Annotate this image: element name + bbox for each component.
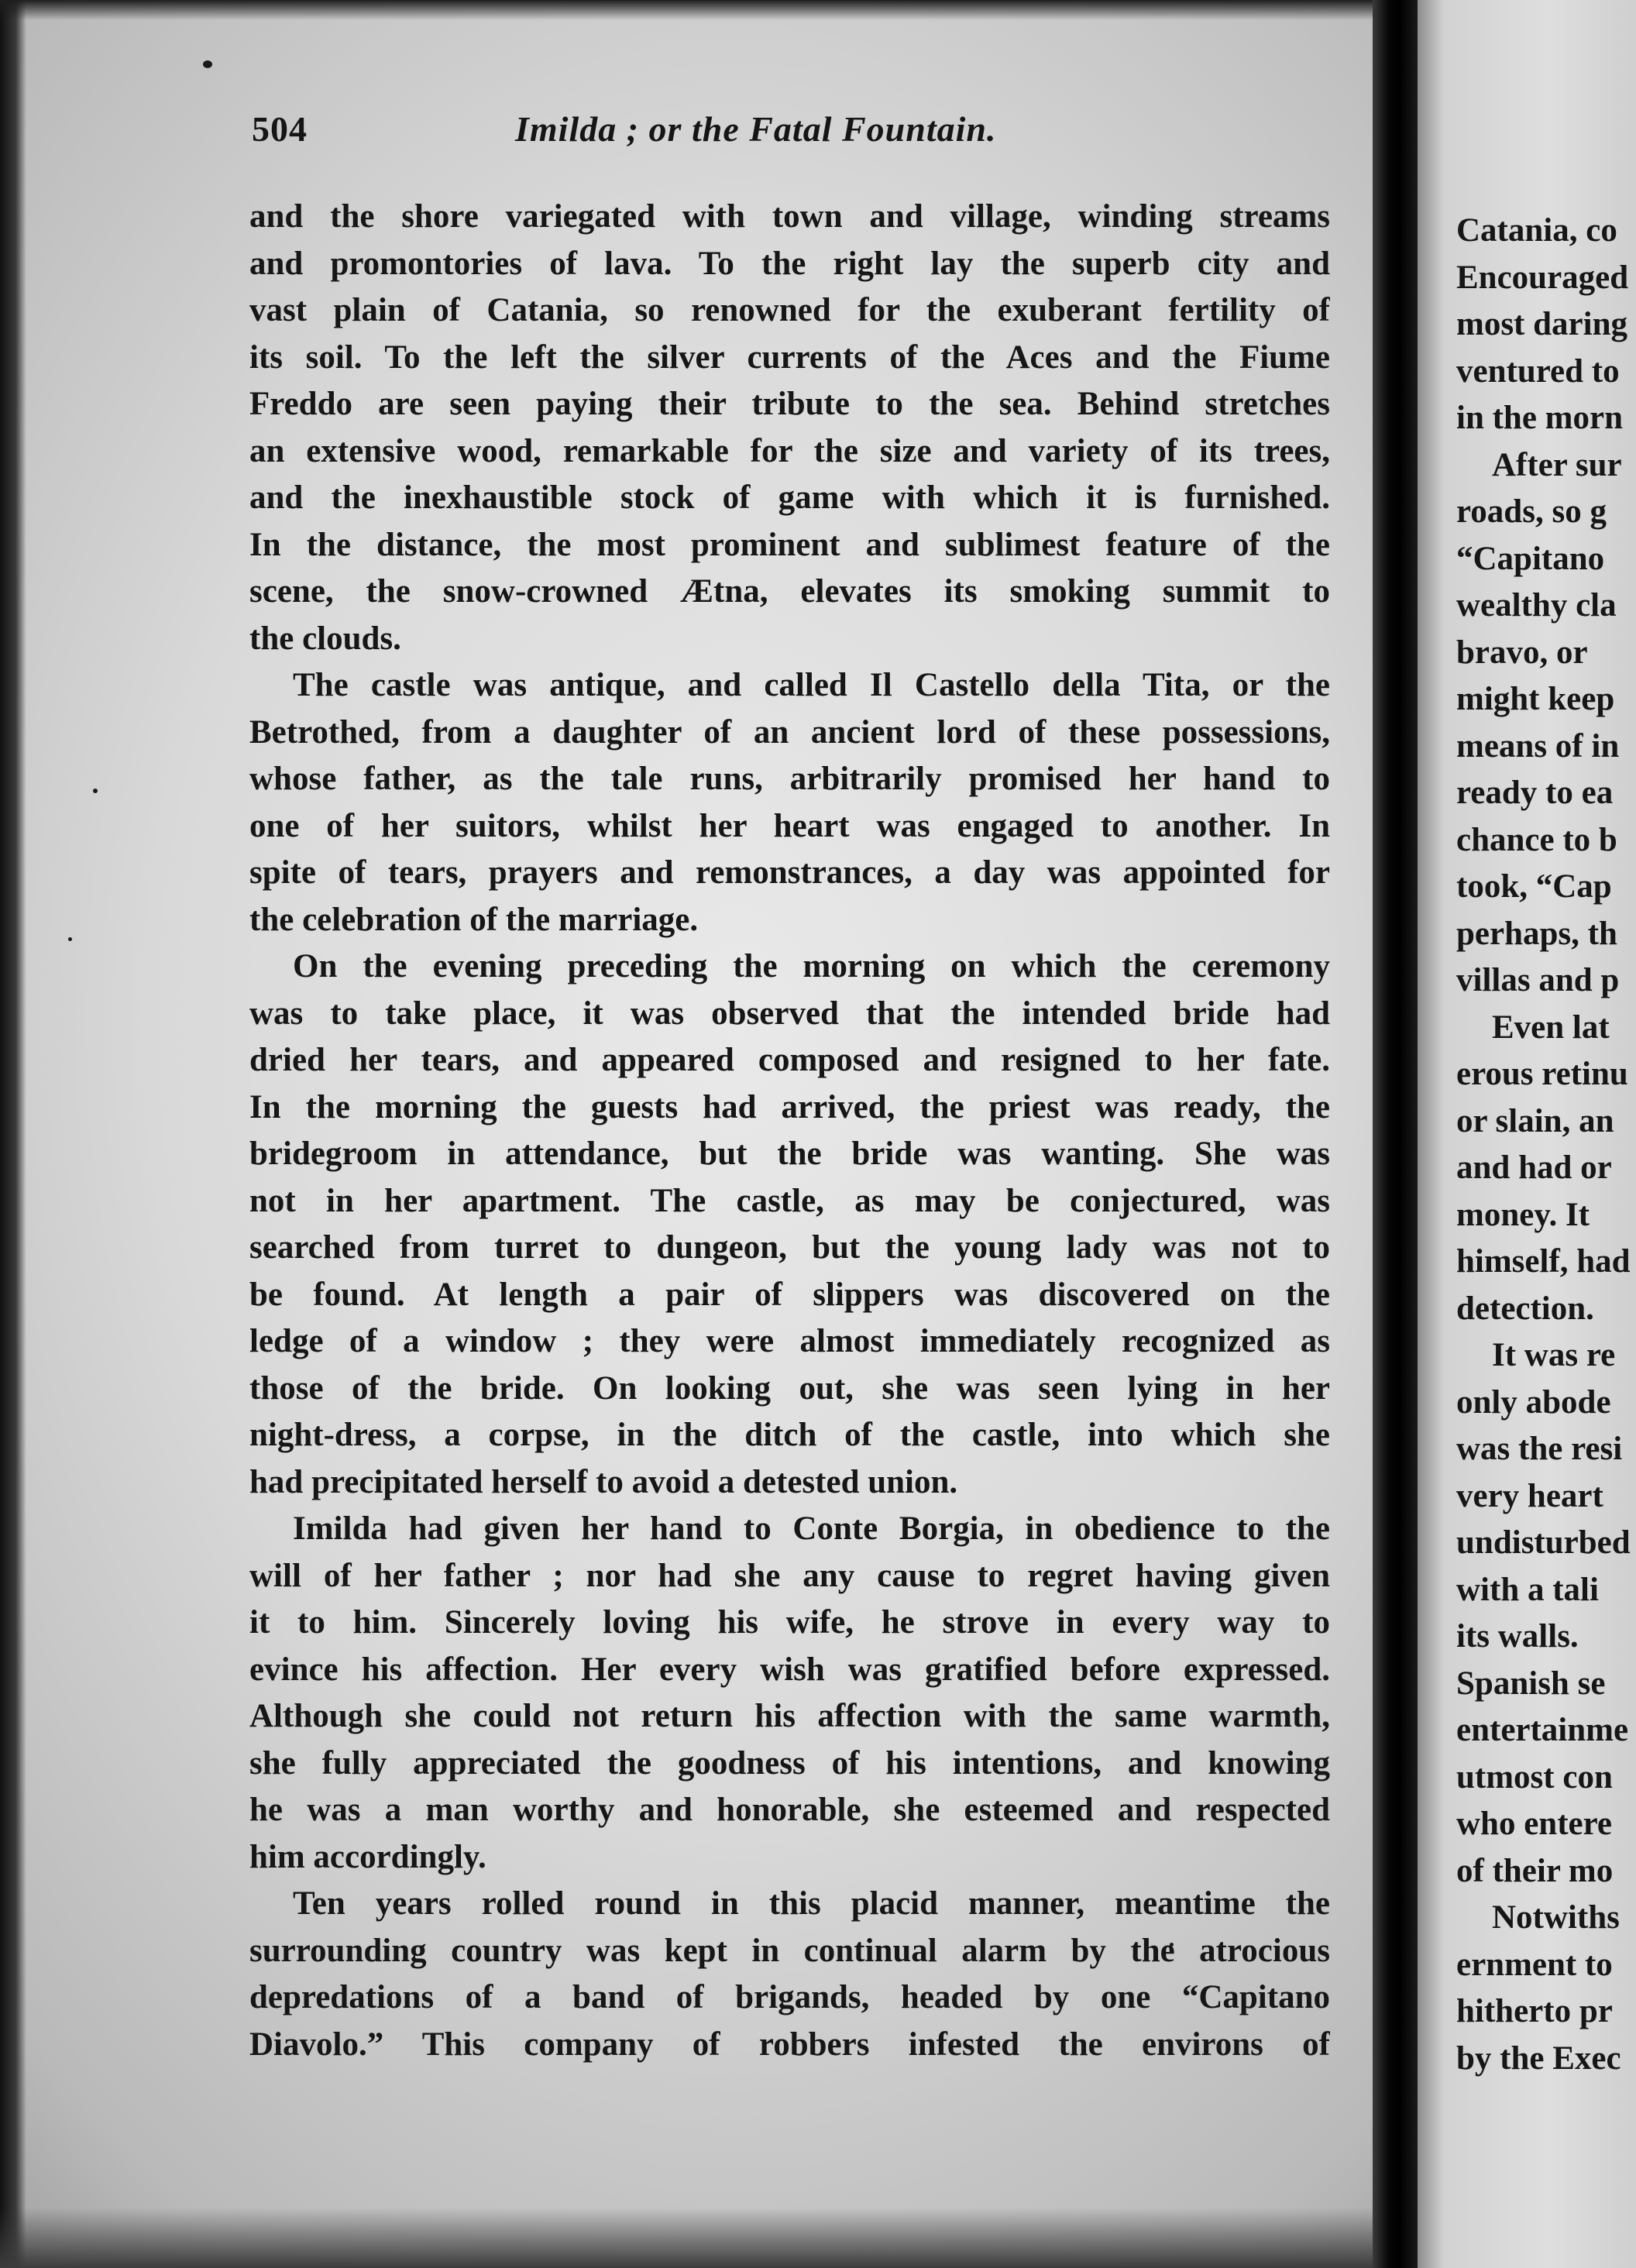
text-line: On the evening preceding the morning on which the ceremony bbox=[293, 948, 1330, 985]
text-line: him accordingly. bbox=[249, 1838, 486, 1875]
book-gutter bbox=[1373, 0, 1418, 2268]
text-line: dried her tears, and appeared composed and resigned to her fate. bbox=[249, 1042, 1330, 1078]
text-line: ledge of a window ; they were almost immediately recognized as bbox=[249, 1323, 1330, 1359]
scan-left-edge bbox=[0, 0, 26, 2268]
right-text-line: its walls. bbox=[1456, 1618, 1579, 1655]
text-line: Freddo are seen paying their tribute to the sea. Behind stretches bbox=[249, 386, 1330, 422]
right-text-line: Encouraged bbox=[1456, 259, 1629, 296]
text-line: Imilda had given her hand to Conte Borgia, in obedience to the bbox=[293, 1510, 1330, 1547]
right-text-line: who entere bbox=[1456, 1806, 1613, 1842]
right-text-line: most daring bbox=[1456, 306, 1627, 342]
text-line: In the morning the guests had arrived, the priest was ready, the bbox=[249, 1088, 1330, 1125]
right-text-line: wealthy cla bbox=[1456, 587, 1617, 624]
right-text-line: might keep bbox=[1456, 681, 1615, 717]
right-text-line: money. It bbox=[1456, 1196, 1590, 1233]
right-text-line: of their mo bbox=[1456, 1852, 1614, 1889]
text-line: not in her apartment. The castle, as may be conjectured, was bbox=[249, 1182, 1330, 1219]
text-line: he was a man worthy and honorable, she esteemed and respected bbox=[249, 1792, 1330, 1828]
right-text-line: ready to ea bbox=[1456, 775, 1614, 811]
right-text-line: with a tali bbox=[1456, 1571, 1599, 1608]
text-line: its soil. To the left the silver currents of the Aces and the Fiume bbox=[249, 338, 1330, 376]
running-title: Imilda ; or the Fatal Fountain. bbox=[515, 109, 997, 149]
right-text-line: undisturbed bbox=[1456, 1524, 1631, 1561]
right-text-line: Catania, co bbox=[1456, 212, 1617, 249]
text-line: bridegroom in attendance, but the bride was wanting. She was bbox=[249, 1136, 1330, 1172]
right-text-line: very heart bbox=[1456, 1477, 1603, 1514]
dust-speck bbox=[203, 60, 212, 68]
text-line: those of the bride. On looking out, she was seen lying in her bbox=[249, 1369, 1330, 1407]
right-text-line: bravo, or bbox=[1456, 634, 1588, 671]
text-line: depredations of a band of brigands, headed by one “Capitano bbox=[249, 1979, 1330, 2015]
right-text-line: chance to b bbox=[1456, 821, 1617, 858]
right-text-line: and had or bbox=[1456, 1149, 1612, 1186]
text-line: Although she could not return his affection with the same warmth, bbox=[249, 1698, 1330, 1734]
right-text-line: “Capitano bbox=[1456, 540, 1605, 577]
text-line: she fully appreciated the goodness of his intentions, and knowing bbox=[249, 1744, 1330, 1782]
page-header bbox=[252, 108, 1336, 155]
text-line: night-dress, a corpse, in the ditch of the castle, into which she bbox=[249, 1417, 1330, 1453]
text-line: Diavolo.” This company of robbers infested the environs of bbox=[249, 2026, 1330, 2063]
right-text-line: villas and p bbox=[1456, 962, 1620, 998]
text-line: be found. At length a pair of slippers was discovered on the bbox=[249, 1276, 1330, 1313]
dust-speck bbox=[93, 789, 98, 793]
left-page-body bbox=[249, 194, 1330, 2068]
text-line: scene, the snow-crowned Ætna, elevates its smoking summit to bbox=[249, 573, 1330, 610]
text-line: searched from turret to dungeon, but the young lady was not to bbox=[249, 1229, 1330, 1266]
dust-speck bbox=[68, 937, 72, 941]
right-text-line: Even lat bbox=[1492, 1009, 1610, 1046]
text-line: the clouds. bbox=[249, 620, 401, 657]
right-text-line: hitherto pr bbox=[1456, 1993, 1613, 2029]
right-text-line: entertainme bbox=[1456, 1712, 1629, 1748]
text-line: vast plain of Catania, so renowned for the exuberant fertility of bbox=[249, 292, 1330, 328]
text-line: spite of tears, prayers and remonstrances, a day was appointed for bbox=[249, 854, 1330, 891]
right-text-line: erous retinu bbox=[1456, 1056, 1628, 1092]
text-line: The castle was antique, and called Il Castello della Tita, or the bbox=[293, 667, 1330, 703]
right-text-line: took, “Cap bbox=[1456, 868, 1612, 905]
right-text-line: perhaps, th bbox=[1456, 915, 1617, 952]
right-page-body bbox=[1456, 208, 1636, 2082]
text-line: whose father, as the tale runs, arbitrarily promised her hand to bbox=[249, 761, 1330, 797]
right-text-line: by the Exec bbox=[1456, 2039, 1621, 2077]
text-line: and promontories of lava. To the right lay the superb city and bbox=[249, 245, 1330, 282]
text-line: Betrothed, from a daughter of an ancient lord of these possessions, bbox=[249, 713, 1330, 751]
text-line: had precipitated herself to avoid a detested union. bbox=[249, 1463, 958, 1500]
right-text-line: Spanish se bbox=[1456, 1665, 1606, 1702]
text-line: In the distance, the most prominent and sublimest feature of the bbox=[249, 526, 1330, 563]
right-text-line: detection. bbox=[1456, 1290, 1594, 1327]
text-line: an extensive wood, remarkable for the size and variety of its trees, bbox=[249, 432, 1330, 469]
right-text-line: ernment to bbox=[1456, 1946, 1613, 1983]
text-line: one of her suitors, whilst her heart was engaged to another. In bbox=[249, 807, 1330, 844]
text-line: Ten years rolled round in this placid manner, meantime the bbox=[293, 1885, 1330, 1922]
right-text-line: only abode bbox=[1456, 1383, 1611, 1421]
text-line: it to him. Sincerely loving his wife, he strove in every way to bbox=[249, 1604, 1330, 1641]
right-text-line: means of in bbox=[1456, 727, 1620, 765]
page-number: 504 bbox=[252, 109, 308, 149]
right-text-line: utmost con bbox=[1456, 1758, 1613, 1796]
right-text-line: Notwiths bbox=[1492, 1899, 1620, 1936]
right-text-line: It was re bbox=[1492, 1337, 1616, 1373]
right-text-line: was the resi bbox=[1456, 1431, 1623, 1467]
text-line: and the shore variegated with town and village, winding streams bbox=[249, 198, 1330, 235]
text-line: will of her father ; nor had she any cause to regret having given bbox=[249, 1557, 1330, 1594]
right-text-line: in the morn bbox=[1456, 400, 1623, 436]
text-line: the celebration of the marriage. bbox=[249, 901, 699, 938]
text-line: was to take place, it was observed that the intended bride had bbox=[249, 995, 1330, 1032]
text-line: and the inexhaustible stock of game with which it is furnished. bbox=[249, 479, 1330, 516]
right-text-line: After sur bbox=[1492, 446, 1622, 483]
right-text-line: or slain, an bbox=[1456, 1102, 1614, 1139]
text-line: surrounding country was kept in continual alarm by the atrocious bbox=[249, 1932, 1330, 1969]
right-text-line: himself, had bbox=[1456, 1243, 1631, 1280]
right-text-line: ventured to bbox=[1456, 352, 1620, 390]
right-text-line: roads, so g bbox=[1456, 493, 1607, 530]
text-line: evince his affection. Her every wish was gratified before expressed. bbox=[249, 1651, 1330, 1688]
